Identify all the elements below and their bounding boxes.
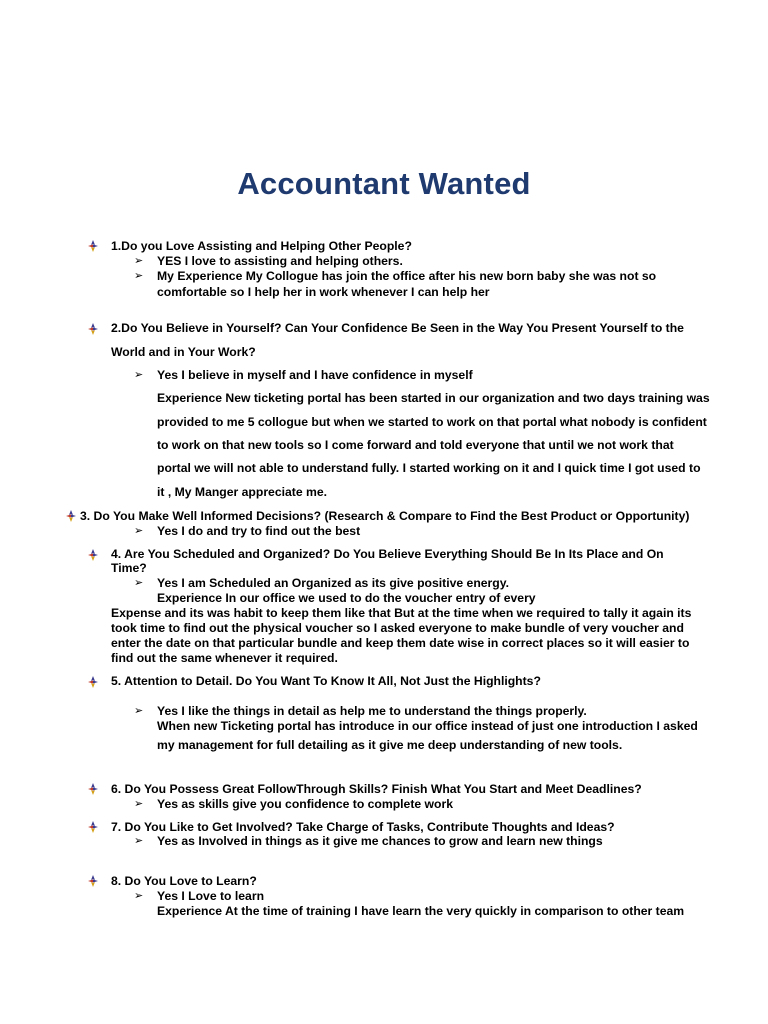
paragraph-line: portal we will not able to understand fully. I started working on it and I quick time I got used to: [157, 461, 701, 475]
question-2-continued: World and in Your Work?: [111, 345, 256, 359]
question-3: 3. Do You Make Well Informed Decisions? (Research & Compare to Find the Best Product or Opportunity): [80, 509, 690, 523]
question-6: 6. Do You Possess Great FollowThrough Skills? Finish What You Start and Meet Deadlines?: [111, 782, 642, 796]
question-4: 4. Are You Scheduled and Organized? Do You Believe Everything Should Be In Its Place and On: [111, 547, 664, 561]
question-4-continued: Time?: [111, 561, 147, 575]
answer-line: Yes as Involved in things as it give me chances to grow and learn new things: [157, 834, 603, 848]
four-arrow-bullet-icon: [87, 820, 99, 834]
answer-line: Yes as skills give you confidence to complete work: [157, 797, 453, 811]
four-arrow-bullet-icon: [87, 239, 99, 253]
arrow-bullet-icon: ➢: [134, 577, 144, 589]
four-arrow-bullet-icon: [87, 874, 99, 888]
paragraph-line: Expense and its was habit to keep them like that But at the time when we required to tally it again its: [111, 606, 692, 620]
arrow-bullet-icon: ➢: [134, 255, 144, 267]
answer-line: YES I love to assisting and helping others.: [157, 254, 403, 268]
arrow-bullet-icon: ➢: [134, 369, 144, 381]
question-8: 8. Do You Love to Learn?: [111, 874, 257, 888]
answer-line: Yes I like the things in detail as help me to understand the things properly.: [157, 704, 587, 718]
answer-line: Experience In our office we used to do the voucher entry of every: [157, 591, 536, 605]
paragraph-line: to work on that new tools so I come forward and told everyone that until we not work that: [157, 438, 674, 452]
page-title: Accountant Wanted: [237, 166, 531, 201]
answer-line: Yes I do and try to find out the best: [157, 524, 361, 538]
paragraph-line: took time to find out the physical voucher so I asked everyone to make bundle of very voucher and: [111, 621, 684, 635]
answer-line: When new Ticketing portal has introduce in our office instead of just one introduction I asked: [157, 719, 698, 733]
paragraph-line: enter the date on that particular bundle and keep them date wise in correct places so it will easier to: [111, 636, 690, 650]
arrow-bullet-icon: ➢: [134, 525, 144, 537]
answer-line: Experience At the time of training I have learn the very quickly in comparison to other team: [157, 904, 685, 918]
question-7: 7. Do You Like to Get Involved? Take Charge of Tasks, Contribute Thoughts and Ideas?: [111, 820, 615, 834]
arrow-bullet-icon: ➢: [134, 835, 144, 847]
arrow-bullet-icon: ➢: [134, 890, 144, 902]
four-arrow-bullet-icon: [65, 509, 77, 523]
four-arrow-bullet-icon: [87, 322, 99, 336]
paragraph-line: provided to me 5 collogue but when we started to work on that portal what nobody is confident: [157, 415, 707, 429]
paragraph-line: Experience New ticketing portal has been started in our organization and two days training was: [157, 391, 710, 405]
four-arrow-bullet-icon: [87, 548, 99, 562]
question-2: 2.Do You Believe in Yourself? Can Your Confidence Be Seen in the Way You Present Yourself to the: [111, 321, 684, 335]
answer-line: Yes I believe in myself and I have confidence in myself: [157, 368, 473, 382]
answer-line: Yes I Love to learn: [157, 889, 265, 903]
answer-line: comfortable so I help her in work whenever I can help her: [157, 285, 490, 299]
question-5: 5. Attention to Detail. Do You Want To Know It All, Not Just the Highlights?: [111, 674, 541, 688]
paragraph-line: it , My Manger appreciate me.: [157, 485, 328, 499]
answer-line: My Experience My Collogue has join the office after his new born baby she was not so: [157, 269, 657, 283]
four-arrow-bullet-icon: [87, 782, 99, 796]
arrow-bullet-icon: ➢: [134, 798, 144, 810]
answer-line: my management for full detailing as it give me deep understanding of new tools.: [157, 738, 623, 752]
question-1: 1.Do you Love Assisting and Helping Other People?: [111, 239, 412, 253]
arrow-bullet-icon: ➢: [134, 270, 144, 282]
arrow-bullet-icon: ➢: [134, 705, 144, 717]
four-arrow-bullet-icon: [87, 675, 99, 689]
paragraph-line: find out the same whenever it required.: [111, 651, 338, 665]
answer-line: Yes I am Scheduled an Organized as its give positive energy.: [157, 576, 509, 590]
